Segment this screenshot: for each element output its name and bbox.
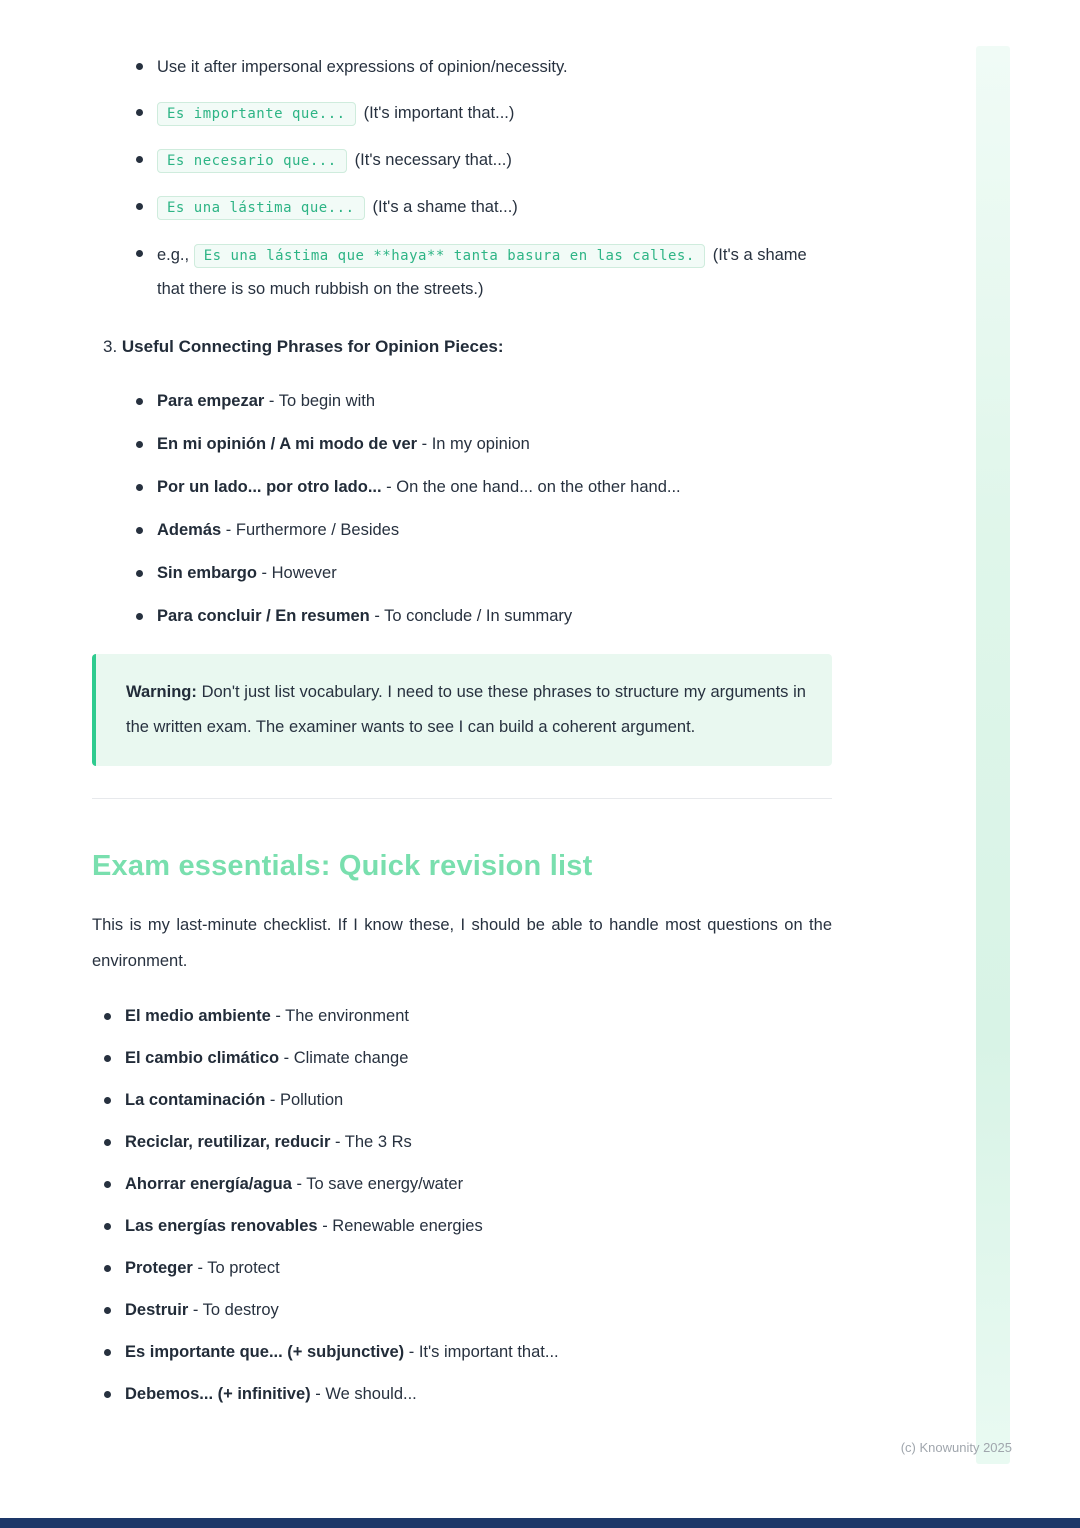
list-item — [103, 1255, 832, 1282]
side-accent-strip — [976, 46, 1010, 1464]
code-chip: Es necesario que... — [157, 149, 347, 173]
list-item — [103, 1045, 832, 1072]
page-content — [92, 52, 832, 1423]
phrase-translation: - On the one hand... on the other hand... — [381, 478, 681, 496]
list-item — [103, 1171, 832, 1198]
chip-translation: (It's a shame that...) — [372, 198, 518, 216]
list-item — [135, 560, 832, 587]
warning-text: Don't just list vocabulary. I need to use these phrases to structure my arguments in the written exam. The examiner wants to see I can build a coherent argument. — [126, 683, 806, 736]
phrase-translation: - Furthermore / Besides — [221, 521, 400, 539]
code-chip: Es importante que... — [157, 102, 356, 126]
list-item — [135, 431, 832, 458]
section-title: Useful Connecting Phrases for Opinion Pieces: — [121, 337, 504, 356]
phrase-translation: - To begin with — [264, 392, 376, 410]
list-item — [135, 98, 832, 129]
vocab-translation: - To destroy — [188, 1301, 279, 1319]
vocab-translation: - We should... — [310, 1385, 417, 1403]
exam-essentials-heading: Exam essentials: Quick revision list — [92, 850, 593, 882]
vocab-term: Destruir — [125, 1301, 189, 1319]
list-item — [135, 192, 832, 223]
phrase-translation: - To conclude / In summary — [369, 607, 573, 625]
list-item — [135, 474, 832, 501]
bottom-bar — [0, 1518, 1080, 1528]
phrase-term: En mi opinión / A mi modo de ver — [157, 435, 418, 453]
list-item — [103, 1381, 832, 1408]
chip-translation: (It's important that...) — [363, 104, 515, 122]
list-item-example — [135, 239, 832, 306]
vocab-term: Proteger — [125, 1259, 193, 1277]
list-item — [103, 1129, 832, 1156]
code-chip: Es una lástima que **haya** tanta basura en las calles. — [194, 244, 705, 268]
vocab-translation: - To protect — [192, 1259, 280, 1277]
section-3-heading — [103, 336, 832, 358]
phrase-term: Para concluir / En resumen — [157, 607, 370, 625]
section-number: 3. — [103, 337, 122, 356]
list-item — [135, 52, 832, 82]
list-item — [135, 388, 832, 415]
vocab-term: Reciclar, reutilizar, reducir — [125, 1133, 331, 1151]
list-item — [135, 517, 832, 544]
phrase-term: Además — [157, 521, 222, 539]
vocab-term: Es importante que... (+ subjunctive) — [125, 1343, 405, 1361]
section-divider — [92, 798, 832, 799]
vocab-term: La contaminación — [125, 1091, 266, 1109]
list-item — [135, 145, 832, 176]
phrase-translation: - However — [256, 564, 337, 582]
vocab-translation: - It's important that... — [404, 1343, 559, 1361]
phrase-translation: - In my opinion — [417, 435, 530, 453]
connecting-phrases-list — [135, 388, 832, 630]
phrase-term: Sin embargo — [157, 564, 257, 582]
vocab-translation: - The 3 Rs — [330, 1133, 412, 1151]
exam-checklist — [103, 1003, 832, 1408]
vocab-term: Las energías renovables — [125, 1217, 318, 1235]
phrase-term: Por un lado... por otro lado... — [157, 478, 382, 496]
footer-credit: (c) Knowunity 2025 — [900, 1440, 1012, 1455]
vocab-term: El cambio climático — [125, 1049, 280, 1067]
list-item — [103, 1087, 832, 1114]
subjunctive-usage-list — [135, 52, 832, 306]
vocab-translation: - To save energy/water — [291, 1175, 464, 1193]
warning-callout — [92, 654, 832, 766]
vocab-term: Debemos... (+ infinitive) — [125, 1385, 311, 1403]
example-prefix: e.g., — [157, 246, 194, 264]
list-item — [103, 1003, 832, 1030]
usage-note-text: Use it after impersonal expressions of opinion/necessity. — [157, 58, 568, 76]
exam-intro-paragraph: This is my last-minute checklist. If I know these, I should be able to handle most questions on the environment. — [92, 916, 832, 970]
list-item — [103, 1213, 832, 1240]
vocab-translation: - Renewable energies — [317, 1217, 483, 1235]
warning-label: Warning: — [126, 683, 197, 701]
list-item — [103, 1339, 832, 1366]
list-item — [135, 603, 832, 630]
vocab-term: El medio ambiente — [125, 1007, 271, 1025]
chip-translation: (It's a shame that there is so much rubbish on the streets.) — [157, 246, 807, 298]
vocab-translation: - The environment — [270, 1007, 409, 1025]
phrase-term: Para empezar — [157, 392, 265, 410]
vocab-term: Ahorrar energía/agua — [125, 1175, 292, 1193]
list-item — [103, 1297, 832, 1324]
code-chip: Es una lástima que... — [157, 196, 365, 220]
vocab-translation: - Pollution — [265, 1091, 344, 1109]
chip-translation: (It's necessary that...) — [354, 151, 512, 169]
vocab-translation: - Climate change — [279, 1049, 409, 1067]
